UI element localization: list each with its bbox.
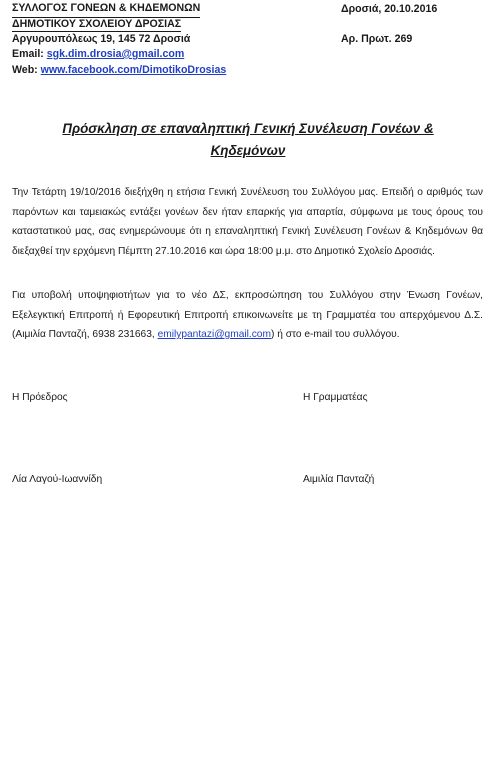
email-line — [12, 47, 484, 63]
place-date: Δροσιά, 20.10.2016 — [341, 3, 438, 15]
protocol-number: Αρ. Πρωτ. 269 — [341, 32, 413, 45]
title-line-1: Πρόσκληση σε επαναληπτική Γενική Συνέλευση Γονέων & — [62, 121, 434, 136]
web-link[interactable]: www.facebook.com/DimotikoDrosias — [40, 63, 227, 76]
web-line — [12, 63, 484, 79]
letterhead-row-2 — [12, 18, 484, 32]
president-role: Η Πρόεδρος — [12, 392, 68, 403]
president-name: Λία Λαγού-Ιωαννίδη — [12, 474, 103, 485]
school-name: ΔΗΜΟΤΙΚΟΥ ΣΧΟΛΕΙΟΥ ΔΡΟΣΙΑΣ — [12, 17, 182, 30]
address: Αργυρουπόλεως 19, 145 72 Δροσιά — [12, 32, 191, 45]
email-label: Email: — [12, 48, 44, 60]
paragraph-2-text-start: Για υποβολή υποψηφιοτήτων για το νέο ΔΣ, εκπροσώπηση του Συλλόγου στην Ένωση Γονέων, Εξελεγκτική Επιτροπή ή Εφορευτική Επιτροπή επικοινωνείτε με τη Γραμματέα του απερχόμενου Δ.Σ. (Αιμιλία Πανταζή, 6938 231663, — [12, 290, 483, 341]
letterhead-row-1 — [12, 2, 484, 18]
association-name: ΣΥΛΛΟΓΟΣ ΓΟΝΕΩΝ & ΚΗΔΕΜΟΝΩΝ — [12, 2, 200, 18]
paragraph-2 — [12, 286, 483, 345]
letterhead-row-3 — [12, 32, 484, 48]
title-line-2: Κηδεμόνων — [210, 143, 286, 158]
paragraph-1: Την Τετάρτη 19/10/2016 διεξήχθη η ετήσια Γενική Συνέλευση του Συλλόγου μας. Επειδή ο αριθμός των παρόντων και ταμειακώς εντάξει γονέων δεν ήταν επαρκής για απαρτία, σύμφωνα με τους όρους του καταστατικού μας, σας ενημερώνουμε ότι η επαναληπτική Γενική Συνέλευση Γονέων & Κηδεμόνων θα διεξαχθεί την ερχόμενη Πέμπτη 27.10.2016 και ώρα 18:00 μ.μ. στο Δημοτικό Σχολείο Δροσιάς. — [12, 187, 483, 257]
web-label: Web: — [12, 63, 38, 76]
secretary-email-link[interactable]: emilypantazi@gmail.com — [157, 329, 271, 341]
email-link[interactable]: sgk.dim.drosia@gmail.com — [46, 48, 185, 60]
document-title — [20, 118, 476, 162]
letterhead — [12, 2, 484, 78]
secretary-name: Αιμιλία Πανταζή — [303, 474, 375, 485]
secretary-role: Η Γραμματέας — [303, 392, 368, 403]
paragraph-2-text-end: ) ή στο e-mail του συλλόγου. — [270, 329, 400, 341]
